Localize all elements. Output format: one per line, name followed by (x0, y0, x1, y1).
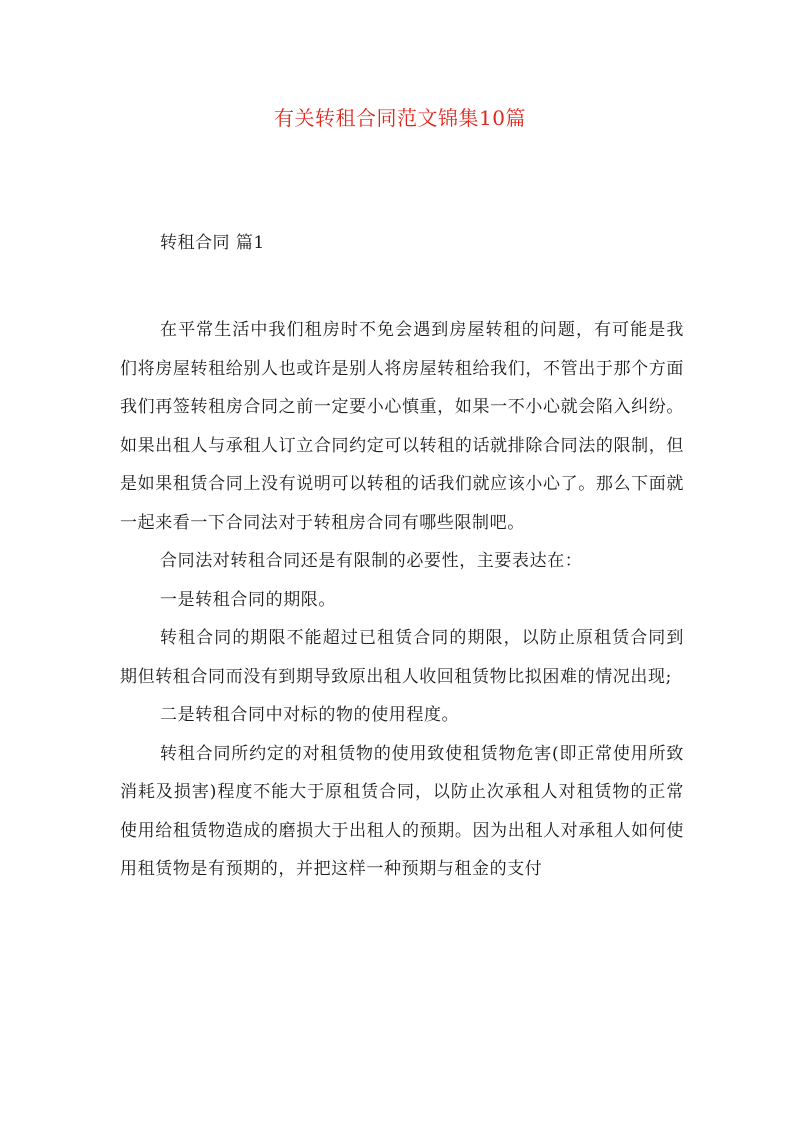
paragraph: 合同法对转租合同还是有限制的必要性，主要表达在： (160, 551, 583, 571)
paragraph: 一是转租合同的期限。 (160, 589, 336, 610)
paragraph: 转租合同的期限不能超过已租赁合同的期限，以防止原租赁合同到期但转租合同而没有到期导致原出租人收回租赁物比拟困难的情况出现; (120, 628, 684, 687)
document-title: 有关转租合同范文锦集10篇 (274, 106, 526, 130)
document-body (120, 311, 684, 889)
paragraph: 在平常生活中我们租房时不免会遇到房屋转租的问题，有可能是我们将房屋转租给别人也或许是别人将房屋转租给我们，不管出于那个方面我们再签转租房合同之前一定要小心慎重，如果一不小心就会陷入纠纷。如果出租人与承租人订立合同约定可以转租的话就排除合同法的限制，但是如果租赁合同上没有说明可以转租的话我们就应该小心了。那么下面就一起来看一下合同法对于转租房合同有哪些限制吧。 (120, 320, 684, 533)
paragraph: 二是转租合同中对标的物的使用程度。 (160, 705, 460, 725)
paragraph: 转租合同所约定的对租赁物的使用致使租赁物危害(即正常使用所致消耗及损害)程度不能大于原租赁合同，以防止次承租人对租赁物的正常使用给租赁物造成的磨损大于出租人的预期。因为出租人对承租人如何使用租赁物是有预期的，并把这样一种预期与租金的支付 (120, 743, 684, 879)
section-heading: 转租合同 篇1 (160, 233, 265, 253)
